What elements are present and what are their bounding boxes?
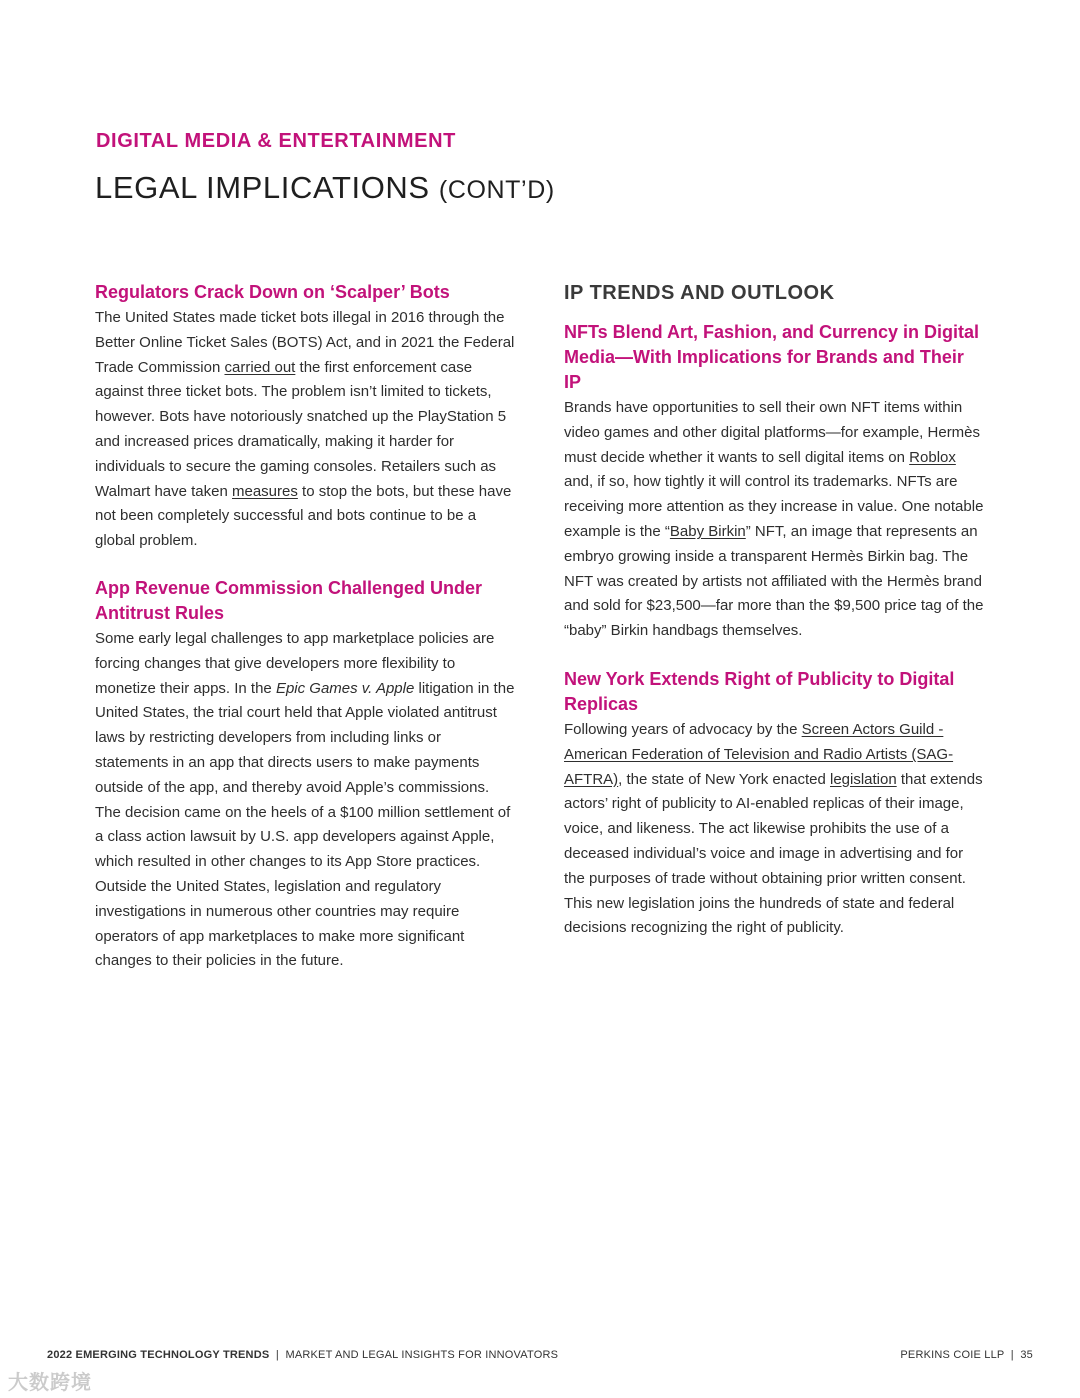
text-run: that extends actors’ right of publicity to AI-enabled replicas of their image, voice, and likeness. The act likewise prohibits the use of a deceased individual’s voice and image in advertising and for the purposes of trade without obtaining prior written consent. This new legislation joins the hundreds of state and federal decisions recognizing the right of publicity. — [564, 770, 983, 937]
page-title — [95, 170, 555, 206]
scalper-bots-heading: Regulators Crack Down on ‘Scalper’ Bots — [95, 282, 450, 302]
scalper-bots-paragraph — [95, 306, 515, 554]
page-title-main: LEGAL IMPLICATIONS — [95, 170, 439, 205]
measures-link[interactable]: measures — [232, 482, 298, 500]
right-of-publicity-paragraph — [564, 718, 984, 941]
text-run: Some early legal challenges to app marketplace policies are forcing changes that give developers more flexibility to monetize their apps. In the — [95, 629, 495, 697]
app-revenue-paragraph — [95, 627, 515, 974]
page-number: 35 — [1020, 1349, 1033, 1361]
carried-out-link[interactable]: carried out — [224, 358, 296, 376]
sag-aftra-link[interactable]: Screen Actors Guild - American Federation of Television and Radio Artists (SAG-AFTRA) — [564, 720, 954, 788]
text-run: The United States made ticket bots illegal in 2016 through the Better Online Ticket Sales (BOTS) Act, and in 2021 the Federal Trade Commission — [95, 309, 515, 376]
text-run: the first enforcement case against three ticket bots. The problem isn’t limited to tickets, however. Bots have notoriously snatched up the PlayStation 5 and increased prices dramatically, making it harder for individuals to secure the gaming consoles. Retailers such as Walmart have taken — [95, 358, 507, 500]
text-run: Brands have opportunities to sell their own NFT items within video games and other digital platforms—for example, Hermès must decide whether it wants to sell digital items on — [564, 399, 981, 466]
watermark — [8, 1366, 92, 1395]
text-run: to stop the bots, but these have not been completely successful and bots continue to be a global problem. — [95, 482, 512, 550]
watermark-text: 大数跨境 — [8, 1372, 92, 1394]
text-run: and, if so, how tightly it will control its trademarks. NFTs are receiving more attention as they increase in value. One notable example is the “ — [564, 473, 984, 540]
page-footer — [47, 1349, 1033, 1361]
nft-paragraph — [564, 396, 984, 644]
section-kicker: DIGITAL MEDIA & ENTERTAINMENT — [96, 130, 456, 152]
nft-heading: NFTs Blend Art, Fashion, and Currency in Digital Media—With Implications for Brands and Their IP — [564, 322, 980, 392]
footer-tagline: MARKET AND LEGAL INSIGHTS FOR INNOVATORS — [285, 1349, 559, 1361]
left-column — [95, 280, 515, 974]
baby-birkin-link[interactable]: Baby Birkin — [669, 522, 746, 540]
page-title-sub: (CONT’D) — [438, 176, 555, 204]
footer-brand: 2022 EMERGING TECHNOLOGY TRENDS — [47, 1349, 270, 1361]
footer-separator: | — [269, 1349, 286, 1361]
app-revenue-heading: App Revenue Commission Challenged Under Antitrust Rules — [95, 577, 483, 623]
ip-trends-heading: IP TRENDS AND OUTLOOK — [564, 282, 835, 304]
right-of-publicity-heading: New York Extends Right of Publicity to Digital Replicas — [564, 668, 955, 714]
footer-firm: PERKINS COIE LLP — [900, 1349, 1005, 1361]
text-run: , the state of New York enacted — [618, 770, 830, 788]
footer-page-separator: | — [1004, 1349, 1021, 1361]
case-name: Epic Games v. Apple — [275, 679, 415, 697]
text-run: litigation in the United States, the trial court held that Apple violated antitrust laws by restricting developers from including links or statements in an app that directs users to make payments outside of the app, and thereby avoid Apple’s commissions. The decision came on the heels of a $100 million settlement of a class action lawsuit by U.S. app developers against Apple, which resulted in other changes to its App Store practices. Outside the United States, legislation and regulatory investigations in numerous other countries may require operators of app marketplaces to make more significant changes to their policies in the future. — [95, 679, 515, 970]
roblox-link[interactable]: Roblox — [909, 448, 956, 466]
legislation-link[interactable]: legislation — [829, 770, 897, 788]
text-run: Following years of advocacy by the — [564, 720, 802, 738]
right-column — [564, 280, 984, 941]
footer-right — [900, 1349, 1033, 1361]
text-run: ” NFT, an image that represents an embryo growing inside a transparent Hermès Birkin bag. The NFT was created by artists not affiliated with the Hermès brand and sold for $23,500—far more than the $9,500 price tag of the “baby” Birkin handbags themselves. — [564, 522, 984, 640]
